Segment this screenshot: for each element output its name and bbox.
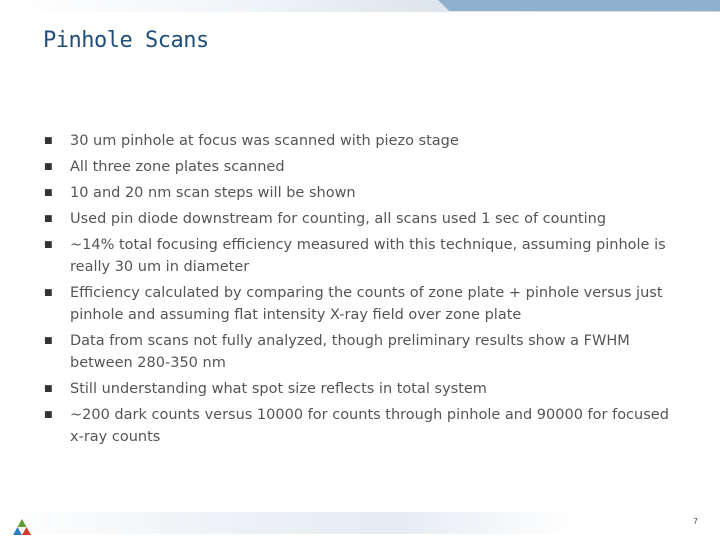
bullet-item [44,330,684,374]
bullet-item [44,182,684,204]
square-bullet-icon: ■ [44,288,53,298]
bullet-item [44,208,684,230]
slide-title: Pinhole Scans [43,28,209,53]
triangle-logo-icon [12,518,32,536]
bullet-text: Efficiency calculated by comparing the counts of zone plate + pinhole versus just pinhole and assuming flat intensity X-ray field over zone plate [70,285,663,323]
bullet-text: ~14% total focusing efficiency measured with this technique, assuming pinhole is really 30 um in diameter [70,237,666,275]
bullet-item [44,156,684,178]
bullet-item [44,234,684,278]
bullet-text: 30 um pinhole at focus was scanned with piezo stage [70,133,459,149]
bullet-text: All three zone plates scanned [70,159,285,175]
footer-band [0,512,720,534]
bullet-list [44,130,684,452]
page-number: 7 [692,517,698,526]
bullet-text: ~200 dark counts versus 10000 for counts through pinhole and 90000 for focused x-ray counts [70,407,669,445]
square-bullet-icon: ■ [44,384,53,394]
bullet-text: Used pin diode downstream for counting, all scans used 1 sec of counting [70,211,607,227]
bullet-text: Still understanding what spot size reflects in total system [70,381,487,397]
square-bullet-icon: ■ [44,162,53,172]
bullet-item [44,130,684,152]
bullet-text: Data from scans not fully analyzed, though preliminary results show a FWHM between 280-350 nm [70,333,630,371]
square-bullet-icon: ■ [44,240,53,250]
bullet-text: 10 and 20 nm scan steps will be shown [70,185,356,201]
bullet-item [44,282,684,326]
square-bullet-icon: ■ [44,336,53,346]
square-bullet-icon: ■ [44,136,53,146]
bullet-item [44,378,684,400]
square-bullet-icon: ■ [44,410,53,420]
square-bullet-icon: ■ [44,188,53,198]
top-accent-tab [438,0,720,11]
square-bullet-icon: ■ [44,214,53,224]
bullet-item [44,404,684,448]
